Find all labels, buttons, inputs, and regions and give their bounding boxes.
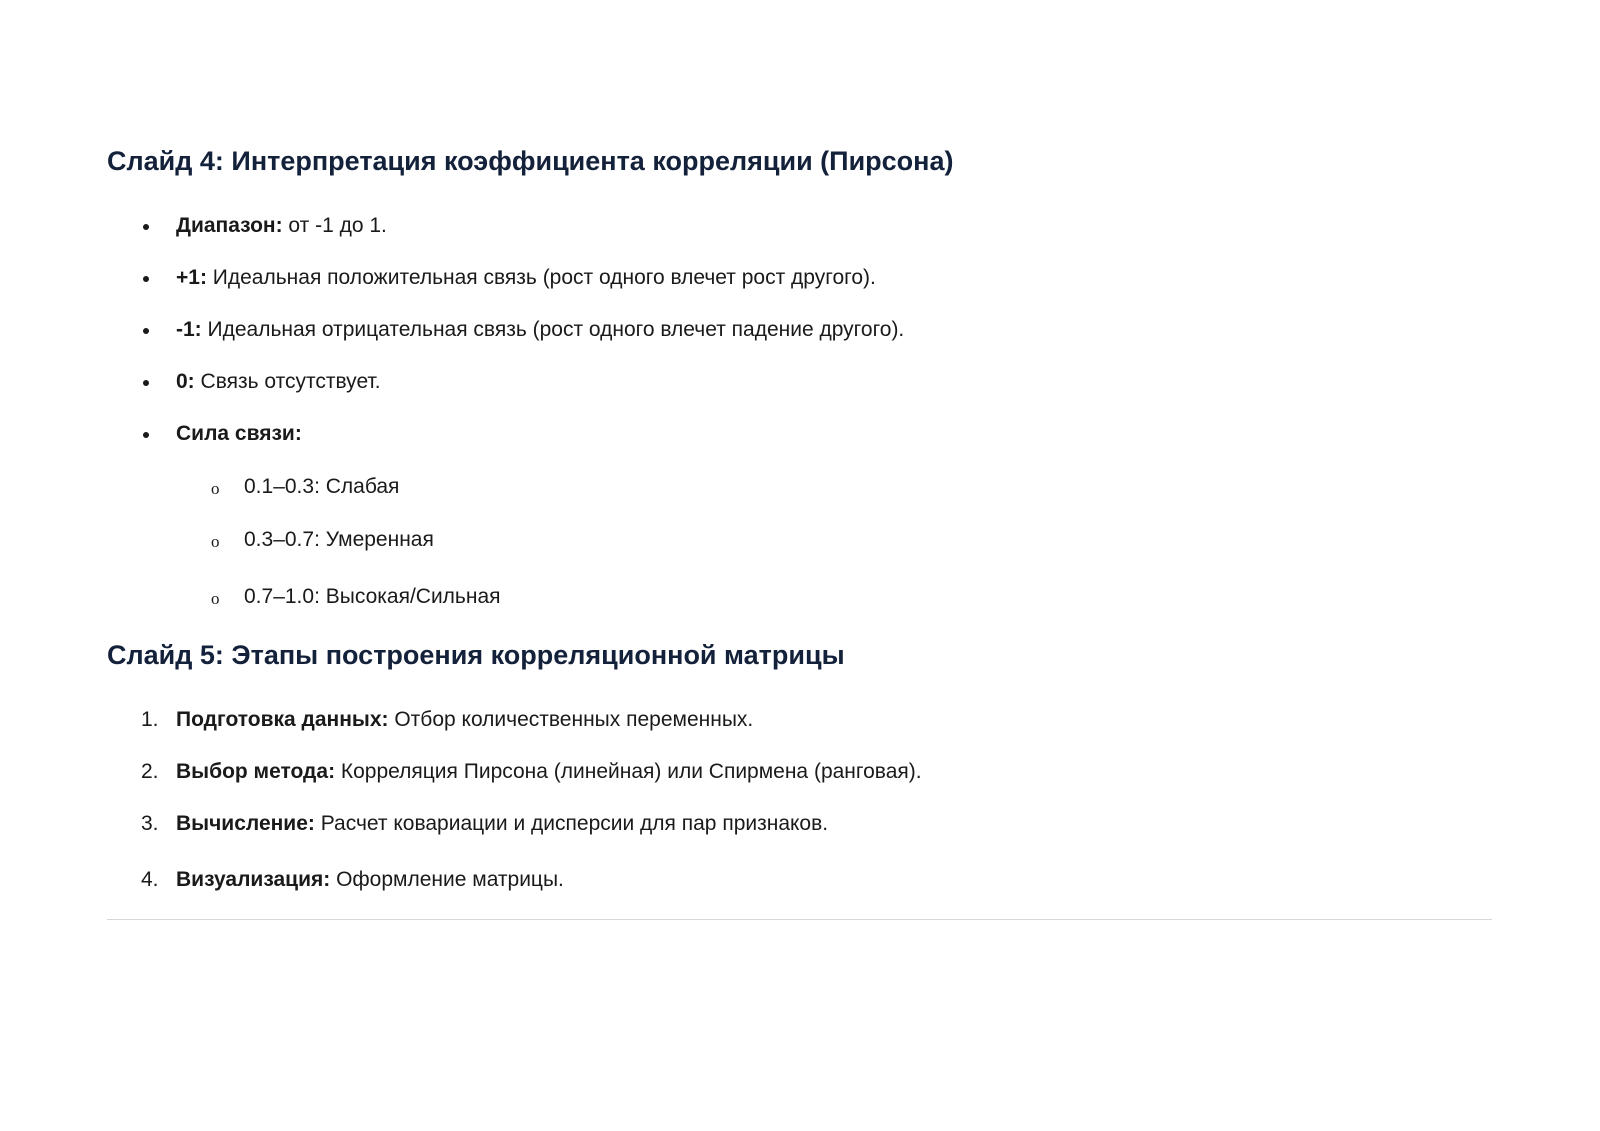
subitem-text: 0.1–0.3: Слабая bbox=[244, 475, 400, 498]
subitem-text: 0.7–1.0: Высокая/Сильная bbox=[244, 585, 501, 608]
bullet-text: от -1 до 1. bbox=[282, 214, 387, 237]
bullet-text: Идеальная положительная связь (рост одного влечет рост другого). bbox=[206, 266, 876, 289]
bullet-icon bbox=[143, 432, 149, 438]
bullet-icon bbox=[143, 276, 149, 282]
step-number: 1. bbox=[141, 708, 159, 731]
bullet-icon bbox=[143, 380, 149, 386]
step-label: Визуализация: bbox=[176, 868, 331, 891]
step-text: Корреляция Пирсона (линейная) или Спирмена (ранговая). bbox=[335, 760, 922, 783]
sub-bullet-icon: o bbox=[211, 479, 220, 498]
bullet-label: 0: bbox=[176, 370, 195, 393]
bullet-icon bbox=[143, 328, 149, 334]
slide-5-heading: Слайд 5: Этапы построения корреляционной матрицы bbox=[107, 640, 845, 670]
bullet-text: Идеальная отрицательная связь (рост одного влечет падение другого). bbox=[201, 318, 905, 341]
step-label: Вычисление: bbox=[176, 812, 315, 835]
step-text: Оформление матрицы. bbox=[330, 868, 564, 891]
bullet-icon bbox=[143, 224, 149, 230]
step-label: Выбор метода: bbox=[176, 760, 336, 783]
subitem-text: 0.3–0.7: Умеренная bbox=[244, 528, 434, 551]
step-text: Отбор количественных переменных. bbox=[388, 708, 754, 731]
bullet-label: +1: bbox=[176, 266, 207, 289]
step-label: Подготовка данных: bbox=[176, 708, 389, 731]
sub-bullet-icon: o bbox=[211, 532, 220, 551]
step-number: 3. bbox=[141, 812, 159, 835]
bullet-label: Сила связи: bbox=[176, 422, 302, 445]
sub-bullet-icon: o bbox=[211, 589, 220, 608]
horizontal-divider bbox=[107, 919, 1492, 920]
slide-4-heading: Слайд 4: Интерпретация коэффициента корреляции (Пирсона) bbox=[107, 146, 954, 176]
step-number: 4. bbox=[141, 868, 159, 891]
bullet-text: Связь отсутствует. bbox=[194, 370, 381, 393]
step-number: 2. bbox=[141, 760, 159, 783]
bullet-label: Диапазон: bbox=[176, 214, 283, 237]
bullet-label: -1: bbox=[176, 318, 202, 341]
step-text: Расчет ковариации и дисперсии для пар признаков. bbox=[314, 812, 829, 835]
